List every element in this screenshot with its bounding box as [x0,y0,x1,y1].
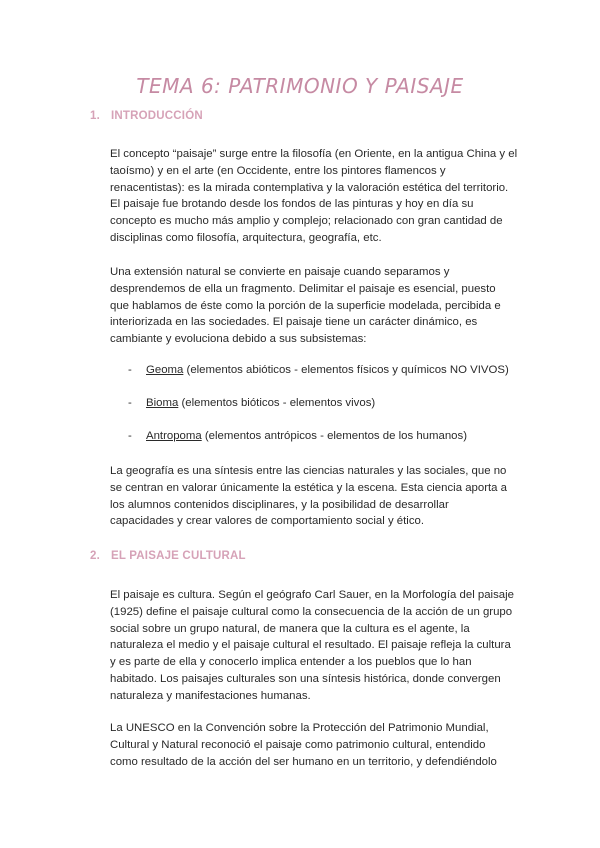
text-line: naturaleza y manifestaciones humanas. [110,689,311,702]
text-line: se centran en valorar únicamente la estética y la escena. Esta ciencia aporta a [110,481,507,494]
text-line: social sobre un grupo natural, de manera que la cultura es el agente, la [110,622,470,635]
bullet-dash: - [128,397,132,409]
list-item-bioma [128,397,375,409]
text-line: taoísmo) y en el arte (en Occidente, entre los pintores flamencos y [110,164,446,177]
page-title: TEMA 6: PATRIMONIO Y PAISAJE [136,74,464,98]
list-item-antropoma [128,430,467,442]
text-line: naturaleza el medio y el paisaje cultural el resultado. El paisaje refleja la cultura [110,639,511,652]
text-line: La geografía es una síntesis entre las ciencias naturales y las sociales, que no [110,465,507,477]
intro-paragraph-2 [110,264,530,348]
bullet-description: (elementos antrópicos - elementos de los humanos) [201,430,468,442]
bullet-description: (elementos bióticos - elementos vivos) [178,397,376,409]
text-line: La UNESCO en la Convención sobre la Protección del Patrimonio Mundial, [110,722,489,734]
text-line: renacentistas): es la mirada contemplativa y la valoración estética del territorio. [110,181,509,194]
bullet-dash: - [128,430,132,442]
text-line: los alumnos contenidos disciplinares, y la posibilidad de desarrollar [110,498,449,511]
section-heading-paisaje-cultural [90,550,246,562]
text-line: El paisaje fue brotando desde los fondos de las pinturas y hoy en día su [110,198,474,211]
bullet-term: Geoma [146,364,184,376]
bullet-description: (elementos abióticos - elementos físicos y químicos NO VIVOS) [183,364,509,376]
text-line: El concepto “paisaje” surge entre la filosofía (en Oriente, en la antigua China y el [110,148,518,160]
intro-paragraph-3 [110,463,530,530]
text-line: interiorizada en las sociedades. El paisaje tiene un carácter dinámico, es [110,316,478,329]
intro-paragraph-1 [110,146,530,247]
bullet-dash: - [128,364,132,376]
text-line: y es parte de ella y conocerlo implica entender a los pueblos que lo han [110,656,472,669]
section-number: 1. [90,110,100,122]
text-line: habitado. Los paisajes culturales son una síntesis histórica, donde convergen [110,672,501,685]
cultural-paragraph-1 [110,587,530,705]
text-line: Una extensión natural se convierte en paisaje cuando separamos y [110,266,450,278]
section-number: 2. [90,550,100,562]
text-line: capacidades y crear valores de comportamiento social y ético. [110,515,425,528]
section-title: INTRODUCCIÓN [111,110,203,122]
text-line: (1925) define el paisaje cultural como la consecuencia de la acción de un grupo [110,605,513,618]
bullet-term: Bioma [146,397,179,409]
text-line: Cultural y Natural reconoció el paisaje como patrimonio cultural, entendido [110,738,486,751]
text-line: disciplinas como filosofía, arquitectura, geografía, etc. [110,231,382,244]
cultural-paragraph-2 [110,720,530,770]
text-line: desprendemos de ella un fragmento. Delimitar el paisaje es esencial, puesto [110,282,496,295]
text-line: como resultado de la acción del ser humano en un territorio, y defendiéndolo [110,755,497,768]
text-line: concepto es mucho más amplio y complejo; relacionado con gran cantidad de [110,215,503,228]
text-line: El paisaje es cultura. Según el geógrafo Carl Sauer, en la Morfología del paisaje [110,589,514,601]
text-line: cambiante y evoluciona debido a sus subsistemas: [110,333,367,346]
bullet-term: Antropoma [146,430,202,442]
text-line: que hablamos de éste como la porción de la superficie modelada, percibida e [110,299,501,312]
section-heading-introduccion [90,110,203,122]
list-item-geoma [128,364,509,376]
section-title: EL PAISAJE CULTURAL [111,550,246,562]
